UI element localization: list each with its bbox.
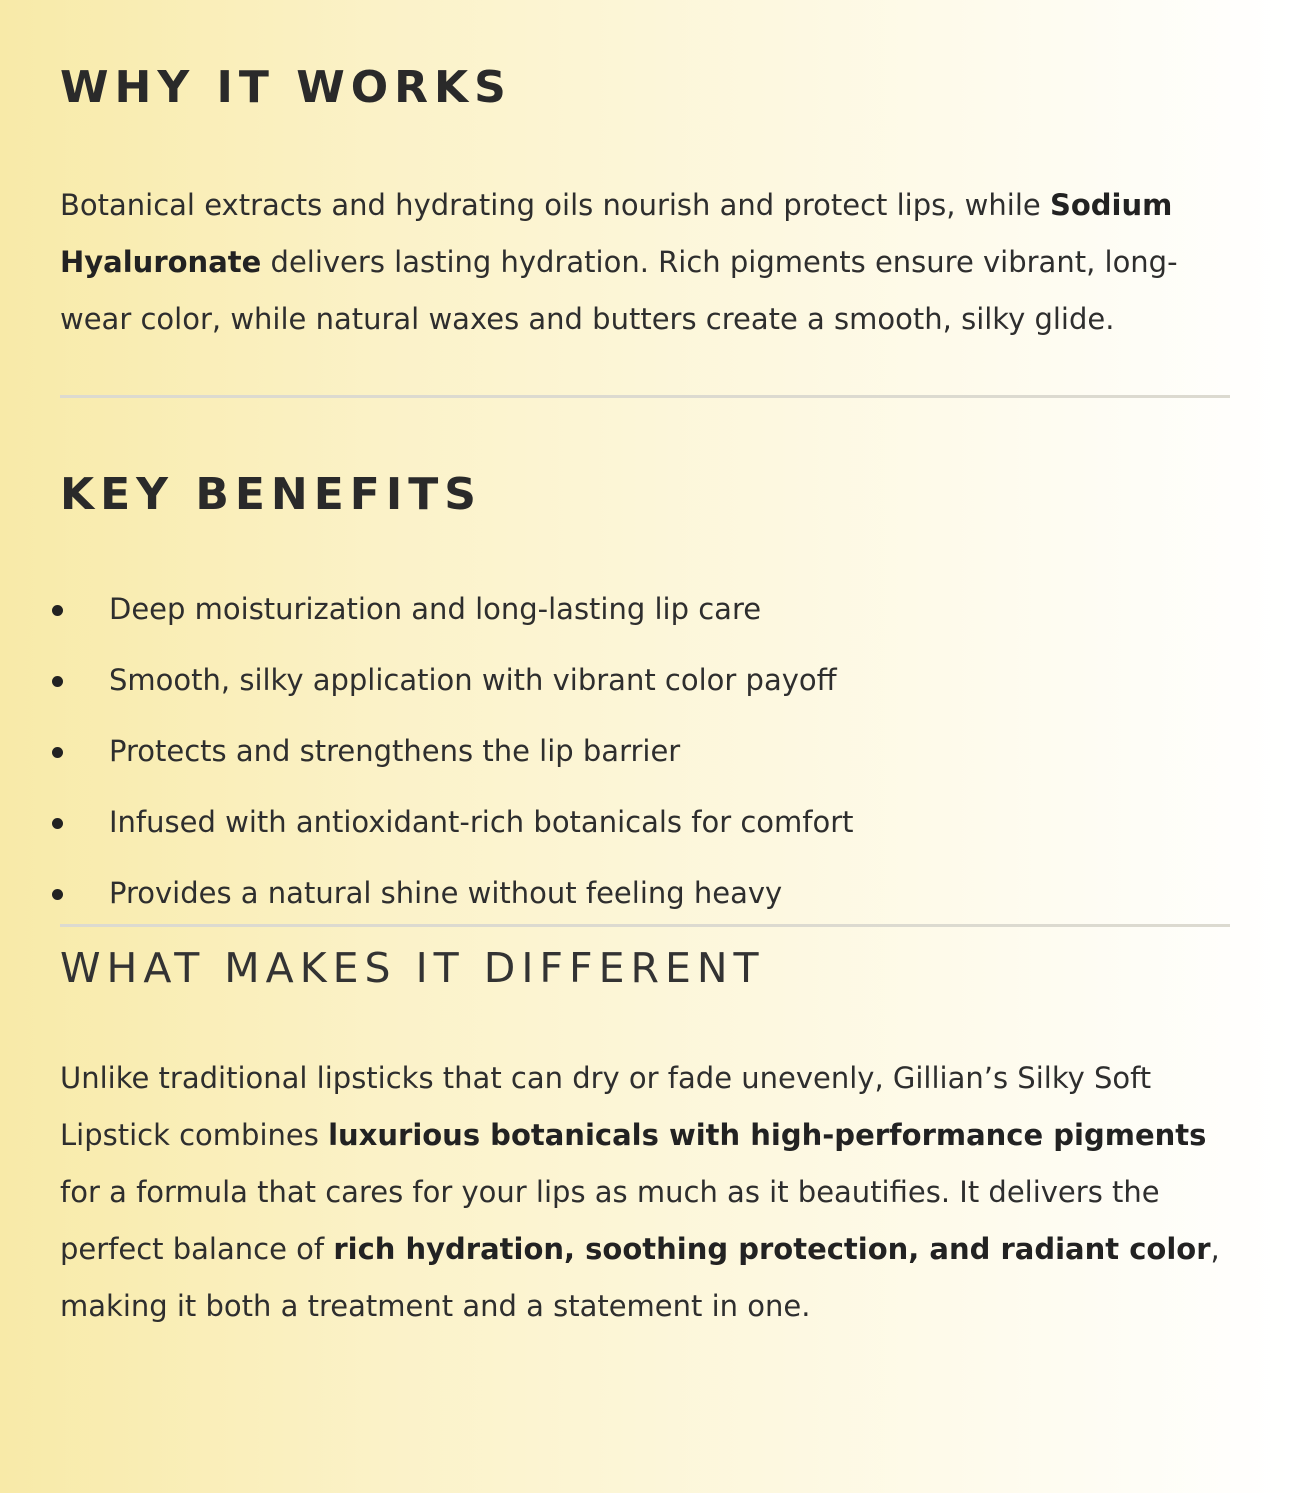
why-it-works-paragraph: [60, 177, 1220, 348]
what-makes-it-different-heading: WHAT MAKES IT DIFFERENT: [60, 944, 765, 992]
list-item: [60, 858, 1230, 929]
why-it-works-text-2: delivers lasting hydration. Rich pigments ensure vibrant, long-wear color, while natural waxes and butters create a smooth, silky glide.: [60, 245, 1178, 336]
section-divider-2: [60, 924, 1230, 927]
key-benefits-heading: KEY BENEFITS: [60, 469, 482, 520]
different-text-2: for a formula that cares for your lips as much as it beautifies. It delivers the perfect balance of: [60, 1175, 1160, 1266]
different-bold-2: rich hydration, soothing protection, and radiant color: [333, 1232, 1211, 1266]
different-text-1: Unlike traditional lipsticks that can dry or fade unevenly, Gillian’s Silky Soft Lipstick combines: [60, 1061, 1152, 1152]
list-item: [60, 716, 1230, 787]
why-it-works-heading: WHY IT WORKS: [60, 62, 512, 113]
list-item: [60, 645, 1230, 716]
different-text-3: , making it both a treatment and a statement in one.: [60, 1232, 1220, 1323]
list-item: [60, 787, 1230, 858]
bullet-icon: [52, 605, 63, 616]
bullet-icon: [52, 818, 63, 829]
benefit-text: Infused with antioxidant-rich botanicals for comfort: [109, 805, 854, 839]
list-item: [60, 574, 1230, 645]
why-it-works-text-1: Botanical extracts and hydrating oils nourish and protect lips, while: [60, 188, 1050, 222]
bullet-icon: [52, 747, 63, 758]
benefit-text: Smooth, silky application with vibrant color payoff: [109, 663, 837, 697]
bullet-icon: [52, 676, 63, 687]
why-it-works-bold-1: Sodium Hyaluronate: [60, 188, 1173, 279]
benefit-text: Deep moisturization and long-lasting lip care: [109, 592, 762, 626]
benefit-text: Provides a natural shine without feeling heavy: [109, 876, 783, 910]
what-makes-it-different-paragraph: [60, 1050, 1225, 1335]
key-benefits-list: [60, 574, 1230, 929]
section-divider-1: [60, 395, 1230, 398]
benefit-text: Protects and strengthens the lip barrier: [109, 734, 681, 768]
different-bold-1: luxurious botanicals with high-performance pigments: [328, 1118, 1207, 1152]
bullet-icon: [52, 889, 63, 900]
